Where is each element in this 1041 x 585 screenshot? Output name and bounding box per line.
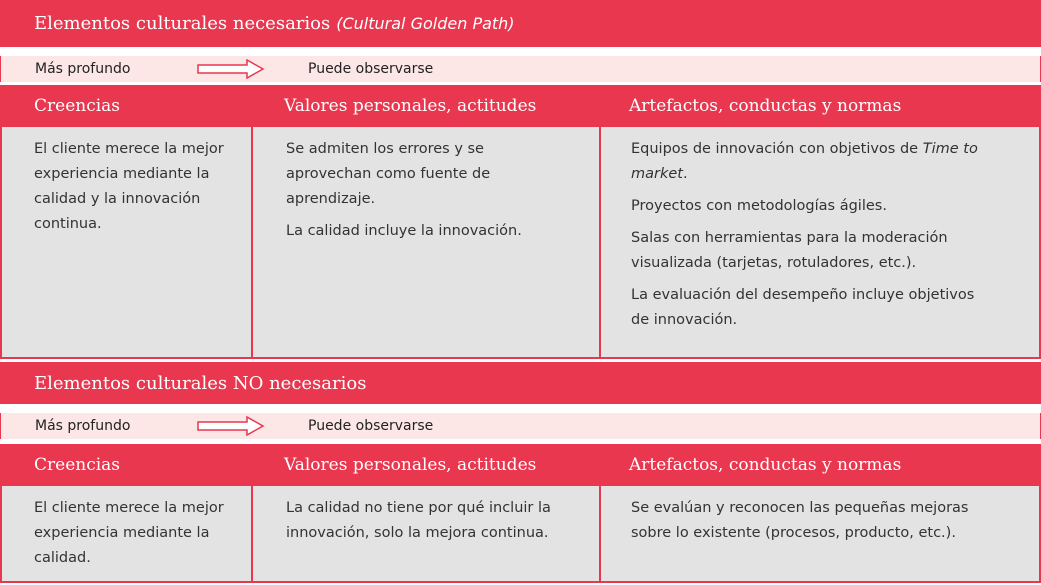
section-title bbox=[0, 0, 1041, 47]
cell-text: La evaluación del desempeño incluye objetivos de innovación. bbox=[631, 287, 975, 328]
column-header-row bbox=[0, 85, 1041, 127]
cell-text: La calidad no tiene por qué incluir la innovación, solo la mejora continua. bbox=[286, 500, 551, 541]
cell-valores bbox=[251, 127, 599, 357]
arrow-right-icon bbox=[197, 416, 265, 436]
depth-row bbox=[0, 413, 1041, 439]
content-row bbox=[0, 486, 1041, 583]
depth-right-label: Puede observarse bbox=[308, 418, 434, 434]
cell-creencias bbox=[2, 127, 251, 357]
header-artefactos: Artefactos, conductas y normas bbox=[629, 455, 902, 475]
section-title-italic: (Cultural Golden Path) bbox=[336, 14, 515, 33]
header-artefactos: Artefactos, conductas y normas bbox=[629, 96, 902, 116]
cell-text-italic: Time to market bbox=[631, 141, 978, 182]
cell-text: Equipos de innovación con objetivos de bbox=[631, 141, 919, 157]
section-title-text: Elementos culturales necesarios bbox=[34, 13, 331, 34]
depth-left-label: Más profundo bbox=[35, 418, 131, 434]
cell-text: Se evalúan y reconocen las pequeñas mejoras sobre lo existente (procesos, producto, etc.). bbox=[631, 500, 969, 541]
cell-artefactos bbox=[599, 486, 1041, 581]
header-valores: Valores personales, actitudes bbox=[284, 455, 537, 475]
cell-creencias bbox=[2, 486, 251, 581]
depth-row bbox=[0, 56, 1041, 82]
section-title-text: Elementos culturales NO necesarios bbox=[34, 372, 367, 394]
header-creencias: Creencias bbox=[34, 455, 121, 475]
depth-right-label: Puede observarse bbox=[308, 61, 434, 77]
cell-text: El cliente merece la mejor experiencia mediante la calidad. bbox=[34, 500, 224, 566]
cell-text-rich bbox=[631, 137, 1026, 187]
header-creencias: Creencias bbox=[34, 96, 121, 116]
cell-artefactos bbox=[599, 127, 1041, 357]
cell-text: La calidad incluye la innovación. bbox=[286, 223, 522, 239]
header-valores: Valores personales, actitudes bbox=[284, 96, 537, 116]
cell-text: Salas con herramientas para la moderación visualizada (tarjetas, rotuladores, etc.). bbox=[631, 230, 948, 271]
cell-valores bbox=[251, 486, 599, 581]
cell-text: El cliente merece la mejor experiencia mediante la calidad y la innovación continua. bbox=[34, 141, 224, 232]
arrow-right-icon bbox=[197, 59, 265, 79]
column-header-row bbox=[0, 444, 1041, 486]
content-row bbox=[0, 127, 1041, 359]
section-title bbox=[0, 362, 1041, 404]
depth-left-label: Más profundo bbox=[35, 61, 131, 77]
cell-text: Se admiten los errores y se aprovechan como fuente de aprendizaje. bbox=[286, 141, 491, 207]
cell-text: . bbox=[682, 166, 688, 182]
cell-text: Proyectos con metodologías ágiles. bbox=[631, 198, 887, 214]
